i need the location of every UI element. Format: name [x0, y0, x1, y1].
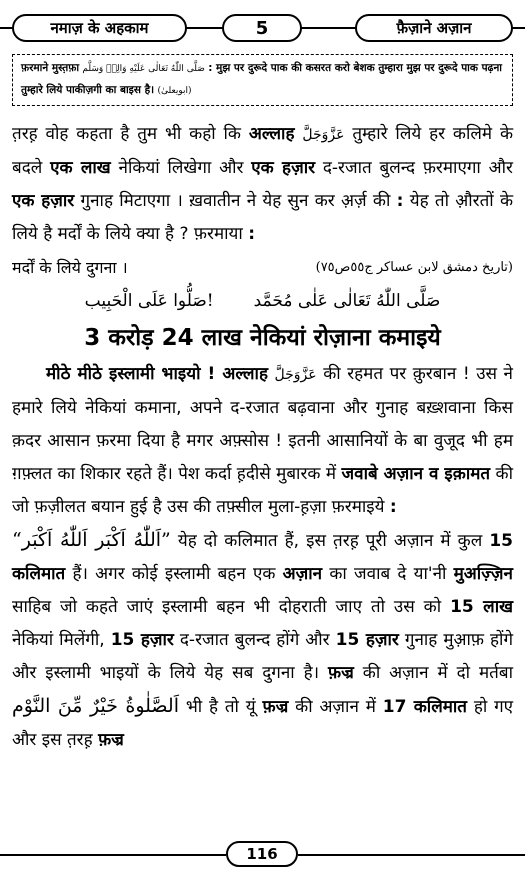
- chapter-title-badge: फ़ैज़ाने अज़ान: [355, 14, 513, 42]
- p1-colon-1: :: [396, 191, 404, 211]
- footer-page-number: 116: [226, 841, 298, 867]
- p2-text-1: की रहमत पर क़ुरबान ! उस ने हमारे लिये नेकियां कमाना, अपने द-रजात बढ़वाना और गुनाह बख़्शवाना किस क़दर आसान फ़रमा दिया है मगर अफ़्सोस ! इतनी आसानियों के बा वुजूद भी हम ग़फ़्लत का शिकार रहते हैं। पेश कर्दा ह़दीसे मुबारक में: [12, 364, 513, 484]
- book-title-badge: नमाज़ के अहकाम: [12, 14, 187, 42]
- notice-source: (ابویعلیٰ): [157, 86, 192, 96]
- paragraph-3: [12, 524, 513, 757]
- p3-text-7: गुनाह मुआ़फ़ होंगे और इस्लामी भाइयों के लिये येह सब दुगना है।: [12, 630, 514, 683]
- salat-line: [12, 284, 513, 318]
- page-number-badge: 5: [222, 14, 302, 42]
- p3-text-9: भी है तो यूं: [185, 697, 256, 717]
- p2-bold-1: मीठे मीठे इस्लामी भाइयो ! अल्लाह: [46, 364, 268, 384]
- p3-text-1: येह दो कलिमात हैं, इस त़रह़ पूरी अज़ान में कुल: [177, 531, 483, 551]
- p1-text-3: नेकियां लिखेगा और: [118, 158, 244, 178]
- salat-left: صَلُّوا عَلَى الْحَبِيب!: [84, 291, 214, 311]
- p3-text-11: हो गए और इस त़रह़: [12, 697, 514, 750]
- p3-bold-2: अज़ान: [282, 564, 323, 584]
- p3-bold-5: 15 हज़ार: [110, 630, 174, 650]
- hadith-notice-box: [12, 54, 513, 106]
- p3-text-4: साहिब जो कहते जाएं इस्लामी बहन भी दोहराती जाए तो उस को: [12, 597, 442, 617]
- p3-text-10: की अज़ान में: [295, 697, 376, 717]
- footer-rule-right: [298, 854, 525, 856]
- p1-text-6: येह तो औ़रतों के लिये है मर्दों के लिये क्या है ? फ़रमाया: [12, 191, 514, 244]
- p1-arabic: عَزَّوَجَلَّ: [302, 127, 345, 143]
- p3-arabic-1: “اَللّٰهُ اَكْبَر اَللّٰهُ اَكْبَر”: [12, 529, 171, 551]
- p1-text-2: तुम्हारे लिये हर कलिमे के बदले: [12, 124, 513, 178]
- p3-text-2: हैं। अगर कोई इस्लामी बहन एक: [72, 564, 276, 584]
- p3-bold-9: 17 कलिमात: [382, 697, 467, 717]
- p3-bold-10: फ़ज्र: [98, 730, 124, 750]
- p1-text-5: गुनाह मिटाएगा । ख़वातीन ने येह सुन कर अ़र्ज़ की: [80, 191, 391, 211]
- page-body: [12, 118, 513, 757]
- paragraph-1: [12, 118, 513, 251]
- p3-bold-3: मुअज़्ज़िन: [453, 564, 513, 584]
- notice-text: : मुझ पर दुरूदे पाक की कसरत करो बेशक तुम्हारा मुझ पर दुरूदे पाक पढ़ना तुम्हारे लिये पाकीज़गी का बाइस है।: [21, 62, 503, 96]
- p3-text-6: द-रजात बुलन्द होंगे और: [179, 630, 330, 650]
- p3-bold-8: फ़ज्र: [262, 697, 289, 717]
- notice-lead: फ़रमाने मुस्त़फ़ा: [21, 62, 80, 74]
- p1-text-1: त़रह़ वोह कहता है तुम भी कहो कि: [12, 124, 241, 144]
- p1-allah: अल्लाह: [248, 124, 295, 144]
- section-heading: 3 करोड़ 24 लाख नेकियां रोज़ाना कमाइये: [84, 325, 441, 351]
- p2-colon: :: [389, 497, 397, 517]
- p3-bold-1: 15 कलिमात: [12, 531, 513, 584]
- notice-arabic: صَلَّى اللّٰهُ تَعَالٰى عَلَيْهِ وَالِهٖ وَسَلَّم: [82, 64, 205, 74]
- p3-bold-6: 15 हज़ार: [335, 630, 399, 650]
- p2-bold-2: जवाबे अज़ान व इक़ामत: [341, 464, 491, 484]
- p1-bold-2: एक हज़ार: [251, 158, 316, 178]
- p2-arabic: عَزَّوَجَلَّ: [274, 367, 317, 383]
- p3-text-8: की अज़ान में दो मर्तबा: [362, 663, 513, 683]
- p2-text-2: की जो फ़ज़ीलत बयान हुई है उस की तफ़्सील मुला-ह़ज़ा फ़रमाइये: [12, 464, 513, 517]
- ref-source: (تاريخ دمشق لابن عساكر ج٥٥ص٧٥): [315, 260, 513, 275]
- p1-text-4: द-रजात बुलन्द फ़रमाएगा और: [322, 158, 513, 178]
- p1-bold-3: एक हज़ार: [12, 191, 75, 211]
- reference-line: [12, 251, 513, 284]
- p3-text-3: का जवाब दे या'नी: [329, 564, 447, 584]
- p1-bold-1: एक लाख: [50, 158, 111, 178]
- p3-text-5: नेकियां मिलेंगी,: [12, 630, 105, 650]
- footer-rule-left: [0, 854, 226, 856]
- ref-text: मर्दों के लिये दुगना ।: [12, 258, 128, 277]
- p3-bold-4: 15 लाख: [450, 597, 513, 617]
- paragraph-2: [12, 358, 513, 524]
- salat-right: صَلَّى اللّٰهُ تَعَالٰى عَلٰى مُحَمَّد: [253, 291, 441, 311]
- p1-colon-2: :: [248, 224, 256, 244]
- p3-bold-7: फ़ज्र: [328, 663, 354, 683]
- p3-arabic-2: اَلصَّلٰوةُ خَيْرٌ مِّنَ النَّوْم: [12, 695, 179, 717]
